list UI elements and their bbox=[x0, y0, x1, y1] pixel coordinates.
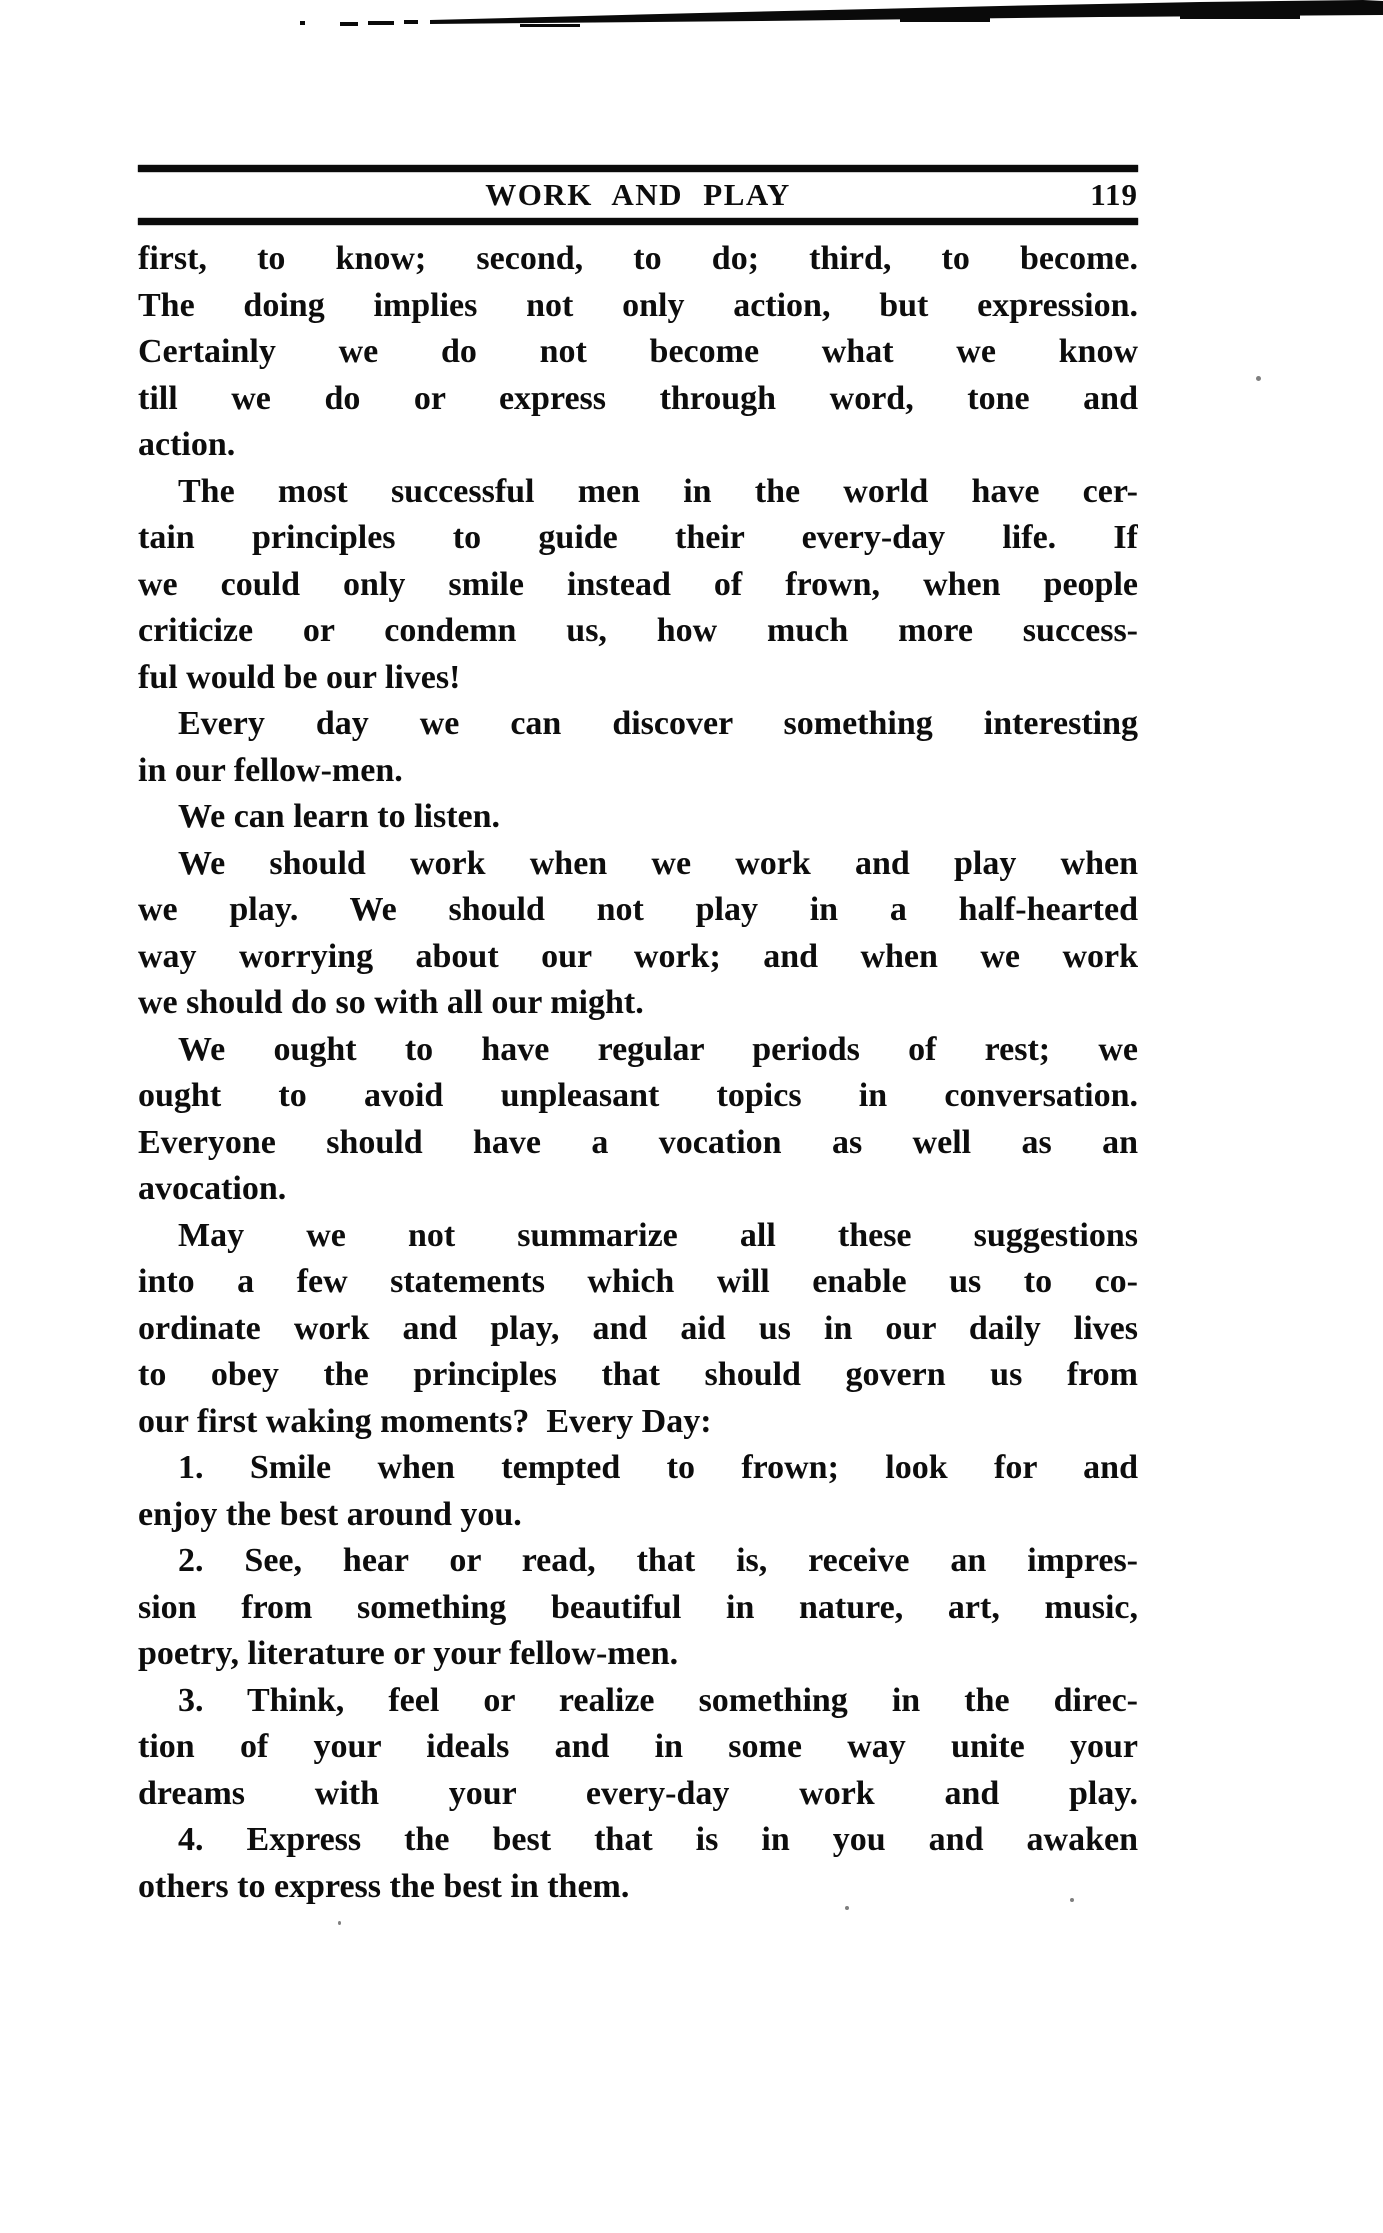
text-line: we play. We should not play in a half-hearted bbox=[138, 891, 1138, 928]
page-number: 119 bbox=[1090, 177, 1138, 212]
scan-speck bbox=[338, 1921, 341, 1925]
scan-artifact-top bbox=[0, 0, 1383, 40]
text-line: action. bbox=[138, 426, 236, 463]
text-line: Every day we can discover something interesting bbox=[178, 705, 1138, 742]
text-line: 1. Smile when tempted to frown; look for and bbox=[178, 1449, 1138, 1486]
text-line: We can learn to listen. bbox=[178, 798, 501, 835]
running-header bbox=[138, 165, 1138, 225]
text-line: others to express the best in them. bbox=[138, 1867, 630, 1905]
text-line: in our fellow-men. bbox=[138, 751, 403, 789]
header-rule-top bbox=[138, 165, 1138, 172]
text-line: first, to know; second, to do; third, to become. bbox=[138, 240, 1138, 277]
text-line: poetry, literature or your fellow-men. bbox=[138, 1635, 679, 1672]
text-line: dreams with your every-day work and play. bbox=[138, 1774, 1138, 1812]
text-line: we could only smile instead of frown, when people bbox=[138, 565, 1138, 603]
text-line: We should work when we work and play when bbox=[178, 844, 1138, 882]
text-line: May we not summarize all these suggestions bbox=[178, 1216, 1138, 1254]
text-line: 4. Express the best that is in you and awaken bbox=[178, 1821, 1138, 1858]
scan-speck bbox=[1256, 376, 1261, 381]
text-line: tain principles to guide their every-day life. If bbox=[138, 519, 1138, 556]
text-line: tion of your ideals and in some way unite your bbox=[138, 1728, 1138, 1765]
text-line: ordinate work and play, and aid us in our daily lives bbox=[138, 1309, 1138, 1347]
text-line: we should do so with all our might. bbox=[138, 984, 644, 1021]
text-line: our first waking moments? Every Day: bbox=[138, 1402, 712, 1440]
text-line: ought to avoid unpleasant topics in conversation. bbox=[138, 1077, 1138, 1114]
text-line: enjoy the best around you. bbox=[138, 1495, 522, 1533]
text-line: way worrying about our work; and when we work bbox=[138, 937, 1138, 975]
text-line: 3. Think, feel or realize something in the direc- bbox=[178, 1681, 1138, 1719]
text-line: criticize or condemn us, how much more success- bbox=[138, 612, 1138, 649]
text-line: Everyone should have a vocation as well as an bbox=[138, 1123, 1138, 1161]
text-line: ful would be our lives! bbox=[138, 658, 461, 696]
text-column bbox=[138, 236, 1138, 1910]
text-line: to obey the principles that should govern us from bbox=[138, 1356, 1138, 1393]
text-line: sion from something beautiful in nature, art, music, bbox=[138, 1588, 1138, 1626]
text-line: till we do or express through word, tone and bbox=[138, 379, 1138, 417]
text-line: Certainly we do not become what we know bbox=[138, 333, 1138, 370]
text-line: The most successful men in the world have cer- bbox=[178, 472, 1138, 510]
text-line: The doing implies not only action, but expression. bbox=[138, 286, 1138, 324]
header-rule-bottom bbox=[138, 218, 1138, 225]
text-line: avocation. bbox=[138, 1170, 287, 1207]
text-line: into a few statements which will enable us to co- bbox=[138, 1263, 1138, 1300]
text-line: We ought to have regular periods of rest; we bbox=[178, 1030, 1138, 1068]
text-line: 2. See, hear or read, that is, receive an impres- bbox=[178, 1542, 1138, 1579]
running-header-title: WORK AND PLAY bbox=[485, 177, 791, 212]
